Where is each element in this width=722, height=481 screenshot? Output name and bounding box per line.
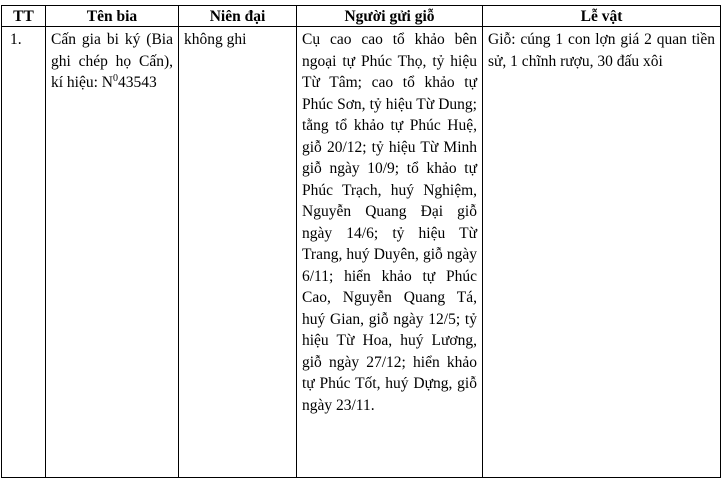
table-row — [2, 27, 721, 478]
cell-nguoi-gui-gio — [297, 27, 483, 478]
cell-ten-bia-text — [46, 27, 178, 94]
document-table — [1, 5, 721, 478]
cell-nien-dai-text: không ghi — [184, 31, 247, 48]
cell-ten-bia — [46, 27, 179, 478]
header-tt: TT — [2, 6, 46, 27]
cell-tt-text: 1. — [10, 31, 22, 48]
header-le-vat: Lễ vật — [483, 6, 721, 27]
ten-bia-superscript: 0 — [113, 73, 118, 84]
cell-le-vat — [483, 27, 721, 478]
cell-le-vat-text: Giỗ: cúng 1 con lợn giá 2 quan tiền sử, 1 chĩnh rượu, 30 đấu xôi — [488, 31, 715, 70]
table-header-row — [2, 6, 721, 27]
cell-tt — [2, 27, 46, 478]
header-nien-dai: Niên đại — [179, 6, 297, 27]
cell-nien-dai — [179, 27, 297, 478]
cell-nguoi-gui-gio-text: Cụ cao cao tổ khảo bên ngoại tự Phúc Thọ, tỷ hiệu Từ Tâm; cao tổ khảo tự Phúc Sơn, tỷ hiệu Từ Dung; tằng tổ khảo tự Phúc Huệ, giỗ 20/12; tỷ hiệu Từ Minh giỗ ngày 10/9; tổ khảo tự Phúc Trạch, huý Nghiệm, Nguyễn Quang Đại giỗ ngày 14/6; tỷ hiệu Từ Trang, huý Duyên, giỗ ngày 6/11; hiển khảo tự Phúc Cao, Nguyễn Quang Tá, huý Gian, giỗ ngày 12/5; tỷ hiệu Từ Hoa, huý Lương, giỗ ngày 27/12; hiển khảo tự Phúc Tốt, huý Dựng, giỗ ngày 23/11. — [302, 31, 477, 414]
header-nguoi-gui-gio: Người gửi giỗ — [297, 6, 483, 27]
ten-bia-code: 43543 — [118, 74, 157, 91]
header-ten-bia: Tên bia — [46, 6, 179, 27]
ten-bia-main: Cấn gia bi ký (Bia ghi chép họ Cấn), kí hiệu: N — [51, 31, 173, 91]
